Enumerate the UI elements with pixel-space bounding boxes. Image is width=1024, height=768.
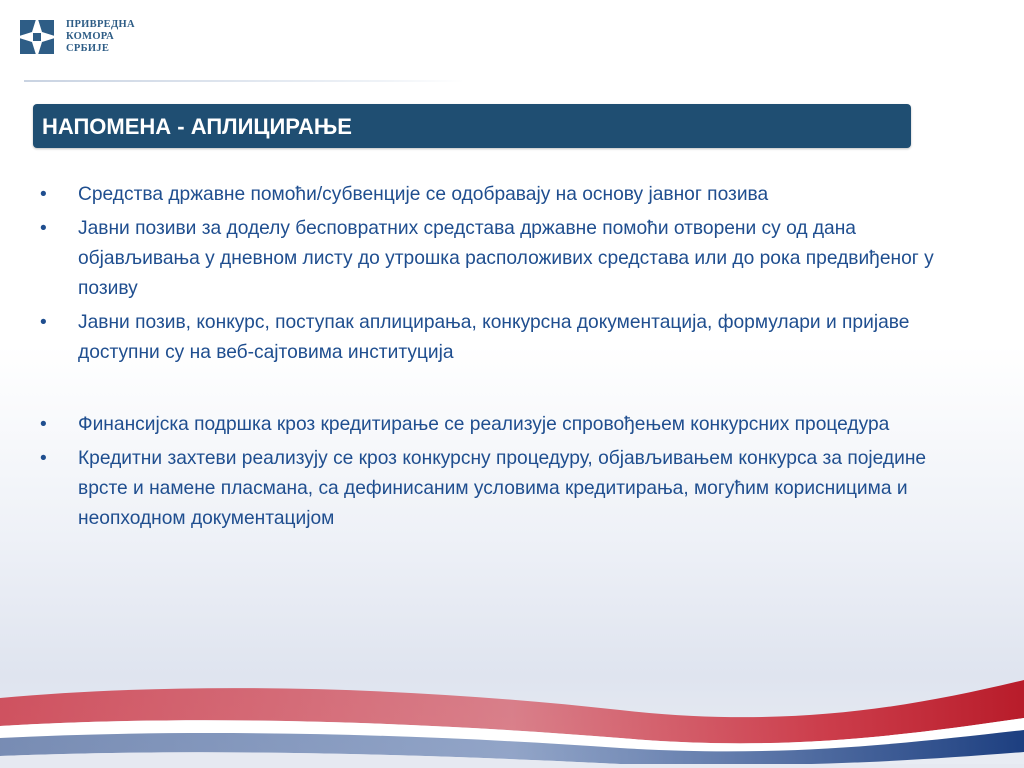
logo-line-3: СРБИЈЕ: [66, 43, 110, 54]
slide-content: [38, 180, 938, 538]
logo: [14, 14, 135, 60]
flag-waves-decoration: [0, 640, 1024, 768]
title-bar: [33, 104, 911, 148]
bullet-list: [38, 180, 938, 534]
bullet-item: • Јавни позиви за доделу бесповратних средстава државне помоћи отворени су од дана објављивања у дневном листу до утрошка расположивих средстава или до рока предвиђеног у позиву: [38, 214, 938, 304]
logo-line-1: ПРИВРЕДНА: [66, 19, 135, 30]
bullet-item: • Јавни позив, конкурс, поступак аплицирања, конкурсна документација, формулари и пријаве доступни су на веб-сајтовима институција: [38, 308, 938, 368]
chamber-of-commerce-logo-icon: [14, 14, 60, 60]
bullet-item: • Средства државне помоћи/субвенције се одобравају на основу јавног позива: [38, 180, 938, 210]
header-divider: [24, 80, 464, 82]
logo-text: [66, 19, 135, 55]
logo-line-2: КОМОРА: [66, 31, 115, 42]
bullet-item: • Кредитни захтеви реализују се кроз конкурсну процедуру, објављивањем конкурса за поједине врсте и намене пласмана, са дефинисаним условима кредитирања, могућим корисницима и неопходном документацијом: [38, 444, 938, 534]
slide-title: НАПОМЕНА - АПЛИЦИРАЊЕ: [42, 114, 352, 139]
bullet-item: • Финансијска подршка кроз кредитирање се реализује спровођењем конкурсних процедура: [38, 410, 938, 440]
